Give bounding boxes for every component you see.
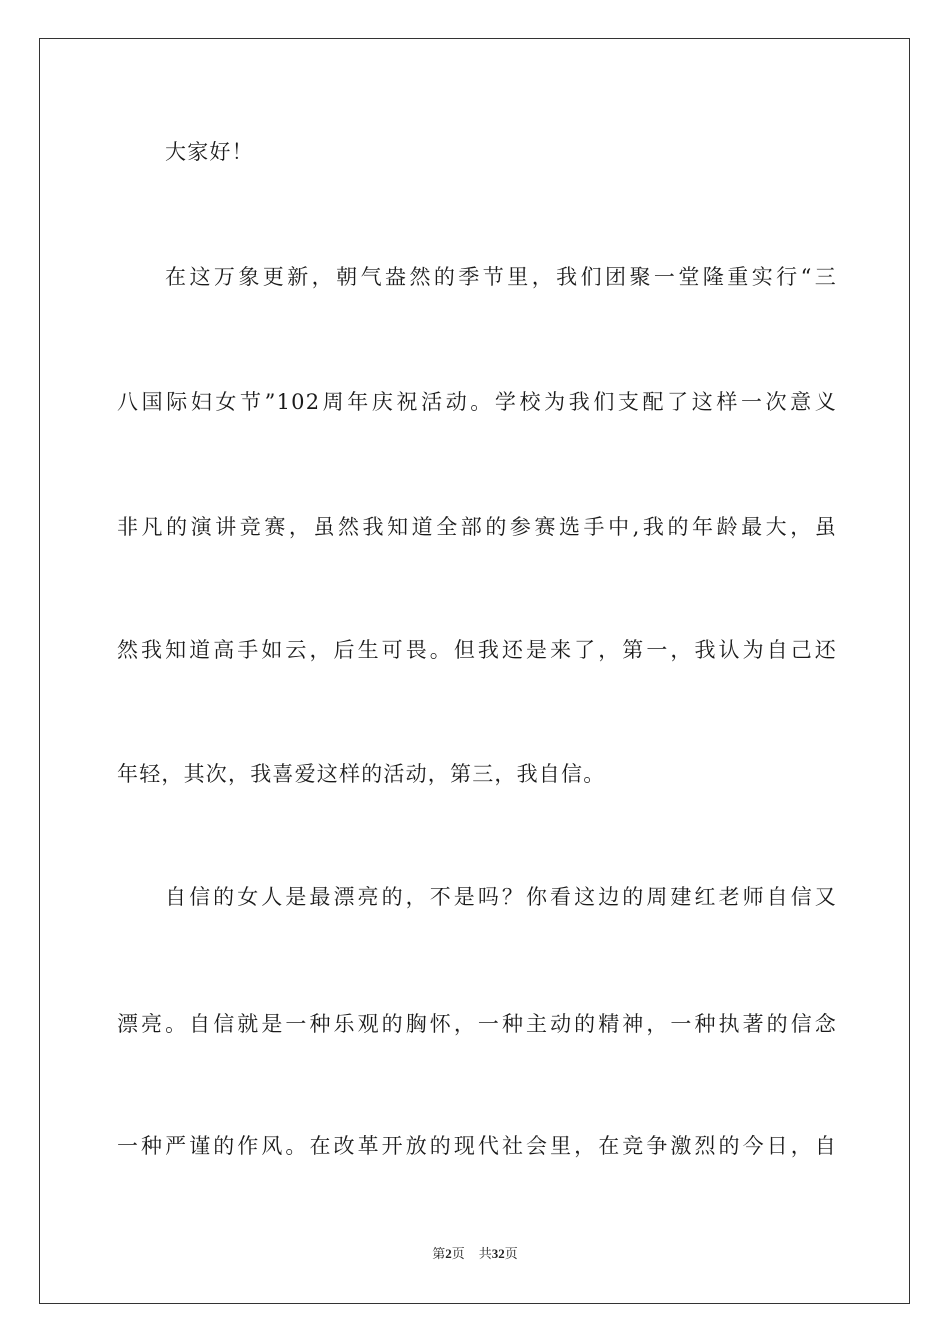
total-page-count: 32	[491, 1246, 505, 1261]
paragraph-1-line-5: 年轻，其次，我喜爱这样的活动，第三，我自信。	[117, 762, 606, 786]
greeting-line: 大家好！	[165, 140, 254, 164]
total-label-suffix: 页	[504, 1247, 518, 1262]
paragraph-2-line-3: 一种严谨的作风。在改革开放的现代社会里，在竞争激烈的今日，自	[117, 1134, 837, 1158]
paragraph-1-line-4: 然我知道高手如云，后生可畏。但我还是来了，第一，我认为自己还	[117, 638, 837, 662]
page-label-suffix: 页	[451, 1247, 465, 1262]
paragraph-2-line-1: 自信的女人是最漂亮的，不是吗？你看这边的周建红老师自信又	[165, 885, 837, 909]
paragraph-1-line-2: 八国际妇女节”102周年庆祝活动。学校为我们支配了这样一次意义	[117, 390, 837, 414]
paragraph-1-line-1: 在这万象更新，朝气盎然的季节里，我们团聚一堂隆重实行“三	[165, 265, 837, 289]
page-label-prefix: 第	[432, 1247, 446, 1262]
paragraph-1-line-3: 非凡的演讲竞赛，虽然我知道全部的参赛选手中,我的年龄最大，虽	[117, 515, 837, 539]
paragraph-2-line-2: 漂亮。自信就是一种乐观的胸怀，一种主动的精神，一种执著的信念	[117, 1012, 837, 1036]
current-page-number: 2	[445, 1246, 452, 1261]
total-label-prefix: 共	[478, 1247, 492, 1262]
page-footer	[0, 1246, 950, 1263]
page-border	[39, 38, 910, 1304]
